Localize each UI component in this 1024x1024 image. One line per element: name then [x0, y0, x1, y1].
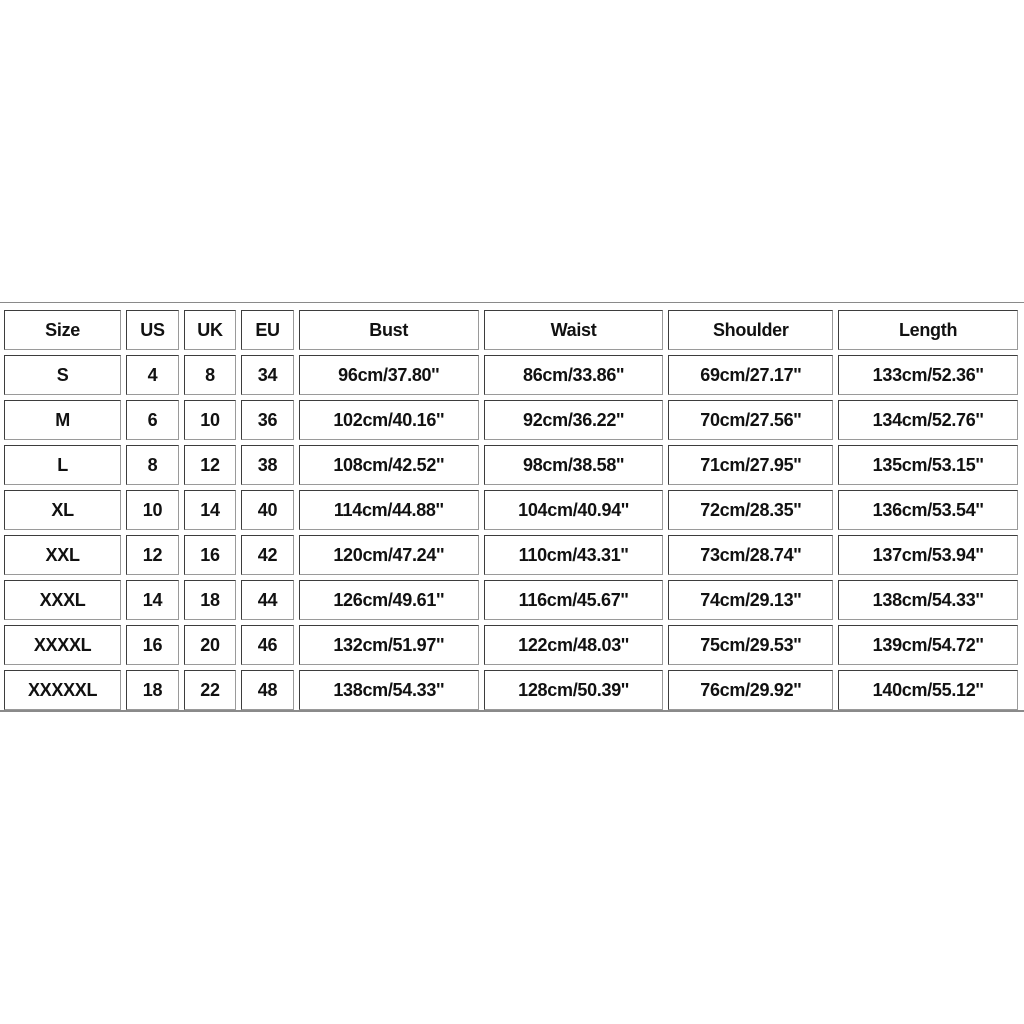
cell-eu: 44: [241, 580, 294, 620]
cell-shoulder: 71cm/27.95'': [668, 445, 833, 485]
cell-us: 8: [126, 445, 179, 485]
cell-bust: 126cm/49.61'': [299, 580, 479, 620]
table-row: [4, 625, 1018, 665]
cell-size: XXXL: [4, 580, 121, 620]
table-row: [4, 445, 1018, 485]
cell-size: L: [4, 445, 121, 485]
cell-bust: 114cm/44.88'': [299, 490, 479, 530]
cell-waist: 128cm/50.39'': [484, 670, 664, 710]
cell-uk: 14: [184, 490, 237, 530]
cell-uk: 20: [184, 625, 237, 665]
cell-bust: 138cm/54.33'': [299, 670, 479, 710]
cell-shoulder: 76cm/29.92'': [668, 670, 833, 710]
cell-uk: 12: [184, 445, 237, 485]
cell-size: XXXXL: [4, 625, 121, 665]
cell-size: XL: [4, 490, 121, 530]
cell-shoulder: 69cm/27.17'': [668, 355, 833, 395]
cell-waist: 116cm/45.67'': [484, 580, 664, 620]
header-uk: UK: [184, 310, 237, 350]
cell-shoulder: 73cm/28.74'': [668, 535, 833, 575]
cell-eu: 46: [241, 625, 294, 665]
table-row: [4, 490, 1018, 530]
header-waist: Waist: [484, 310, 664, 350]
cell-waist: 92cm/36.22'': [484, 400, 664, 440]
cell-eu: 48: [241, 670, 294, 710]
table-row: [4, 580, 1018, 620]
cell-eu: 42: [241, 535, 294, 575]
cell-waist: 104cm/40.94'': [484, 490, 664, 530]
header-us: US: [126, 310, 179, 350]
cell-shoulder: 70cm/27.56'': [668, 400, 833, 440]
cell-shoulder: 75cm/29.53'': [668, 625, 833, 665]
cell-uk: 8: [184, 355, 237, 395]
cell-us: 6: [126, 400, 179, 440]
cell-waist: 86cm/33.86'': [484, 355, 664, 395]
cell-bust: 108cm/42.52'': [299, 445, 479, 485]
table-row: [4, 355, 1018, 395]
header-eu: EU: [241, 310, 294, 350]
cell-waist: 110cm/43.31'': [484, 535, 664, 575]
cell-bust: 102cm/40.16'': [299, 400, 479, 440]
cell-eu: 38: [241, 445, 294, 485]
header-size: Size: [4, 310, 121, 350]
cell-uk: 22: [184, 670, 237, 710]
cell-uk: 18: [184, 580, 237, 620]
cell-size: XXL: [4, 535, 121, 575]
cell-bust: 132cm/51.97'': [299, 625, 479, 665]
cell-size: S: [4, 355, 121, 395]
header-length: Length: [838, 310, 1018, 350]
cell-shoulder: 74cm/29.13'': [668, 580, 833, 620]
header-shoulder: Shoulder: [668, 310, 833, 350]
cell-shoulder: 72cm/28.35'': [668, 490, 833, 530]
cell-us: 4: [126, 355, 179, 395]
table-row: [4, 400, 1018, 440]
cell-us: 16: [126, 625, 179, 665]
cell-length: 137cm/53.94'': [838, 535, 1018, 575]
header-bust: Bust: [299, 310, 479, 350]
size-chart-body: [4, 355, 1018, 710]
cell-size: XXXXXL: [4, 670, 121, 710]
cell-eu: 36: [241, 400, 294, 440]
cell-waist: 98cm/38.58'': [484, 445, 664, 485]
cell-us: 18: [126, 670, 179, 710]
cell-length: 138cm/54.33'': [838, 580, 1018, 620]
cell-us: 12: [126, 535, 179, 575]
cell-bust: 96cm/37.80'': [299, 355, 479, 395]
cell-uk: 16: [184, 535, 237, 575]
size-chart: [0, 302, 1024, 712]
cell-us: 10: [126, 490, 179, 530]
cell-bust: 120cm/47.24'': [299, 535, 479, 575]
cell-length: 140cm/55.12'': [838, 670, 1018, 710]
cell-uk: 10: [184, 400, 237, 440]
cell-eu: 34: [241, 355, 294, 395]
cell-waist: 122cm/48.03'': [484, 625, 664, 665]
cell-size: M: [4, 400, 121, 440]
cell-length: 139cm/54.72'': [838, 625, 1018, 665]
size-chart-table: [0, 305, 1023, 715]
table-row: [4, 670, 1018, 710]
header-row: [4, 310, 1018, 350]
cell-eu: 40: [241, 490, 294, 530]
cell-us: 14: [126, 580, 179, 620]
table-row: [4, 535, 1018, 575]
cell-length: 135cm/53.15'': [838, 445, 1018, 485]
cell-length: 133cm/52.36'': [838, 355, 1018, 395]
cell-length: 134cm/52.76'': [838, 400, 1018, 440]
cell-length: 136cm/53.54'': [838, 490, 1018, 530]
